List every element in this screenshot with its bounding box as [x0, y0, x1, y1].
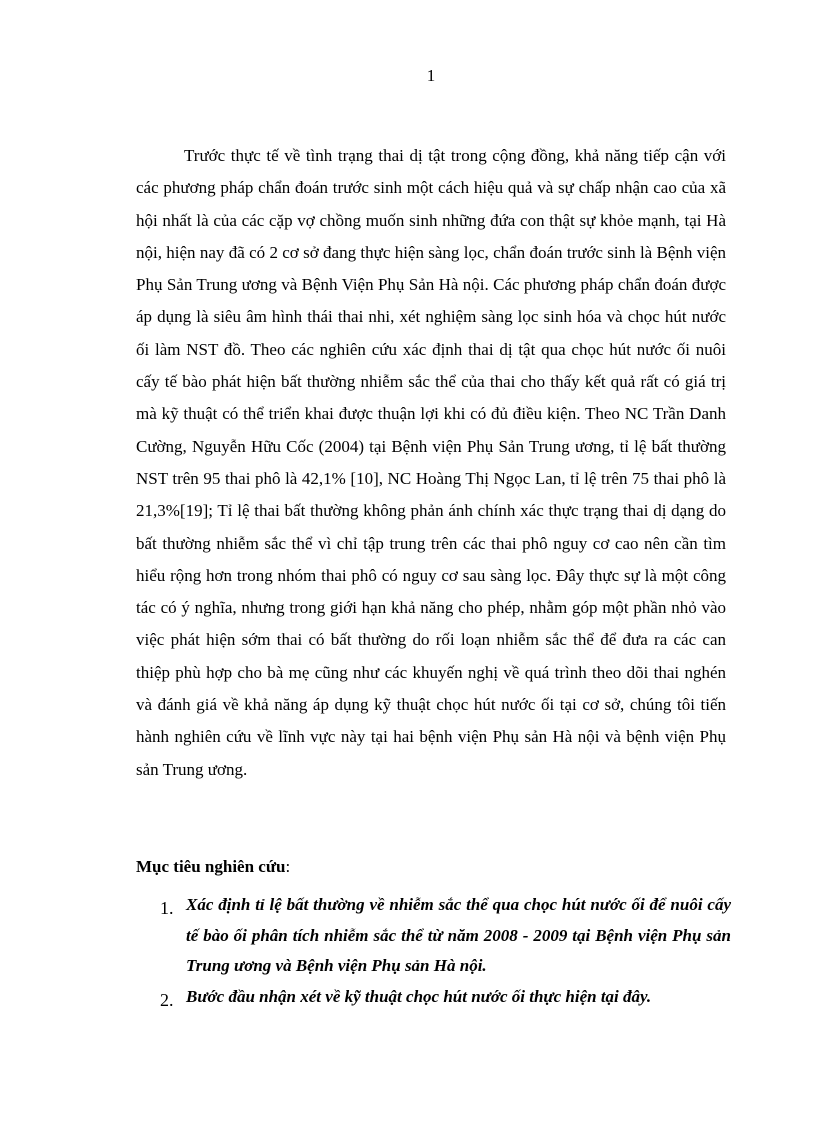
body-paragraph: Trước thực tế về tình trạng thai dị tật trong cộng đồng, khả năng tiếp cận với các phương pháp chẩn đoán trước sinh một cách hiệu quả và sự chấp nhận cao của xã hội nhất là của các cặp vợ chồng muốn sinh những đứa con thật sự khỏe mạnh, tại Hà nội, hiện nay đã có 2 cơ sở đang thực hiện sàng lọc, chẩn đoán trước sinh là Bệnh viện Phụ Sản Trung ương và Bệnh Viện Phụ Sản Hà nội. Các phương pháp chẩn đoán được áp dụng là siêu âm hình thái thai nhi, xét nghiệm sàng lọc sinh hóa và chọc hút nước ối làm NST đồ. Theo các nghiên cứu xác định thai dị tật qua chọc hút nước ối nuôi cấy tế bào phát hiện bất thường nhiễm sắc thể của thai cho thấy kết quả rất có giá trị mà kỹ thuật có thể triển khai được thuận lợi khi có đủ điều kiện. Theo NC Trần Danh Cường, Nguyễn Hữu Cốc (2004) tại Bệnh viện Phụ Sản Trung ương, tỉ lệ bất thường NST trên 95 thai phô là 42,1% [10], NC Hoàng Thị Ngọc Lan, tỉ lệ trên 75 thai phô là 21,3%[19]; Tỉ lệ thai bất thường không phản ánh chính xác thực trạng thai dị dạng do bất thường nhiễm sắc thể vì chỉ tập trung trên các thai phô nguy cơ cao nên cần tìm hiểu rộng hơn trong nhóm thai phô có nguy cơ sau sàng lọc. Đây thực sự là một công tác có ý nghĩa, nhưng trong giới hạn khả năng cho phép, nhằm góp một phần nhỏ vào việc phát hiện sớm thai có bất thường do rối loạn nhiễm sắc thể để đưa ra các can thiệp phù hợp cho bà mẹ cũng như các khuyến nghị về quá trình theo dõi thai nghén và đánh giá về khả năng áp dụng kỹ thuật chọc hút nước ối tại cơ sở, chúng tôi tiến hành nghiên cứu về lĩnh vực này tại hai bệnh viện Phụ sản Hà nội và bệnh viện Phụ sản Trung ương.	[136, 146, 726, 779]
objectives-heading-colon: :	[285, 857, 291, 876]
objective-number: 1.	[160, 898, 174, 918]
objectives-list	[136, 890, 731, 1012]
objective-text: Bước đầu nhận xét về kỹ thuật chọc hút nước ối thực hiện tại đây.	[186, 986, 652, 1006]
objective-item-2	[136, 982, 731, 1013]
objective-number: 2.	[160, 989, 174, 1010]
objective-item-1	[136, 890, 731, 982]
page-number: 1	[426, 66, 436, 85]
objective-text: Xác định tỉ lệ bất thường về nhiễm sắc thể qua chọc hút nước ối để nuôi cấy tế bào ối phân tích nhiễm sắc thể từ năm 2008 - 2009 tại Bệnh viện Phụ sản Trung ương và Bệnh viện Phụ sản Hà nội.	[186, 895, 731, 975]
objectives-heading	[136, 857, 290, 877]
objectives-heading-text: Mục tiêu nghiên cứu	[136, 857, 286, 876]
